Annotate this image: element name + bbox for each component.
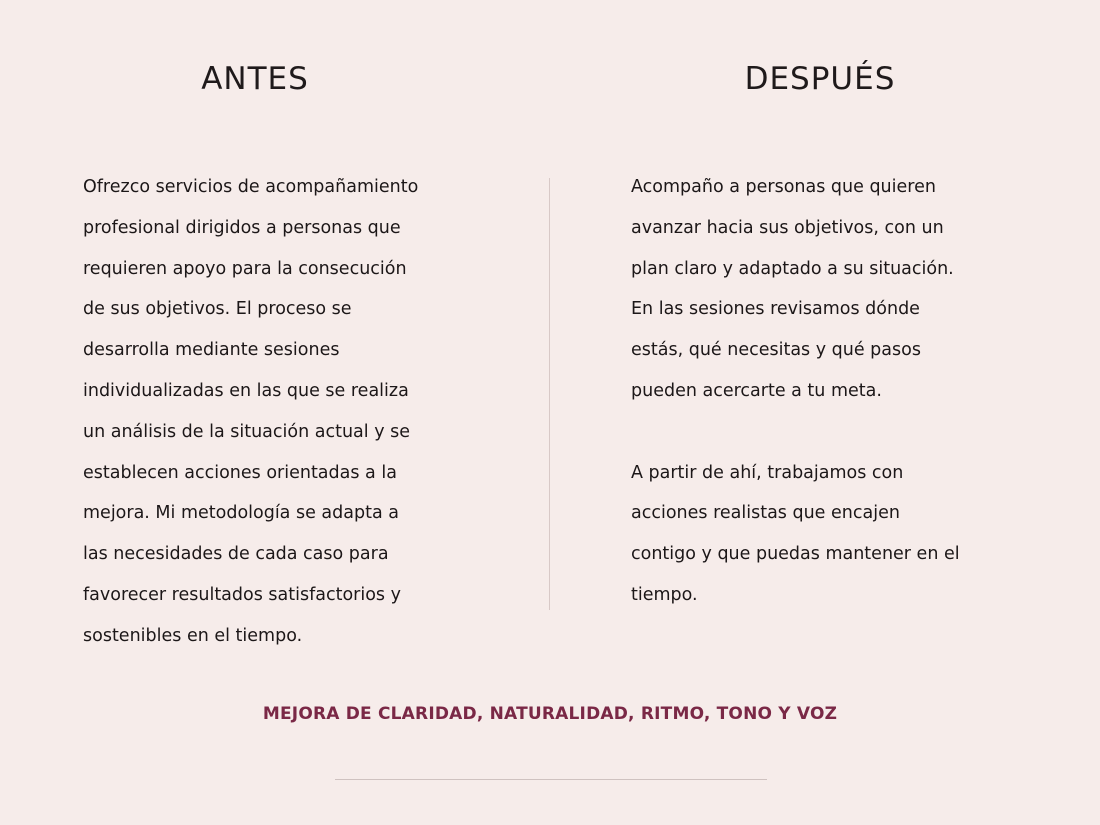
antes-heading: ANTES xyxy=(201,61,309,97)
despues-line: plan claro y adaptado a su situación. xyxy=(631,258,954,279)
antes-line: profesional dirigidos a personas que xyxy=(83,217,401,238)
despues-line: contigo y que puedas mantener en el xyxy=(631,544,960,565)
antes-line: sostenibles en el tiempo. xyxy=(83,625,303,646)
improvement-caption: MEJORA DE CLARIDAD, NATURALIDAD, RITMO, TONO Y VOZ xyxy=(262,704,838,724)
antes-line: individualizadas en las que se realiza xyxy=(83,380,409,401)
antes-line: requieren apoyo para la consecución xyxy=(83,258,407,279)
despues-line: Acompaño a personas que quieren xyxy=(631,177,936,197)
antes-line: mejora. Mi metodología se adapta a xyxy=(83,503,399,524)
despues-line: En las sesiones revisamos dónde xyxy=(631,299,920,320)
despues-line: acciones realistas que encajen xyxy=(631,503,900,524)
column-divider xyxy=(549,178,550,610)
despues-heading: DESPUÉS xyxy=(744,61,896,97)
antes-line: las necesidades de cada caso para xyxy=(83,544,389,565)
despues-text xyxy=(631,167,1031,616)
antes-text xyxy=(83,167,483,657)
antes-line: de sus objetivos. El proceso se xyxy=(83,299,352,320)
antes-line: un análisis de la situación actual y se xyxy=(83,421,411,442)
antes-line: desarrolla mediante sesiones xyxy=(83,340,340,361)
despues-line: A partir de ahí, trabajamos con xyxy=(631,462,904,483)
despues-line xyxy=(631,412,1031,453)
despues-line: tiempo. xyxy=(631,584,698,605)
antes-line: Ofrezco servicios de acompañamiento xyxy=(83,177,419,197)
despues-line: pueden acercarte a tu meta. xyxy=(631,380,882,401)
bottom-rule xyxy=(335,779,767,780)
antes-line: establecen acciones orientadas a la xyxy=(83,462,397,483)
despues-line: avanzar hacia sus objetivos, con un xyxy=(631,217,944,238)
despues-line: estás, qué necesitas y qué pasos xyxy=(631,340,921,361)
antes-line: favorecer resultados satisfactorios y xyxy=(83,584,401,605)
